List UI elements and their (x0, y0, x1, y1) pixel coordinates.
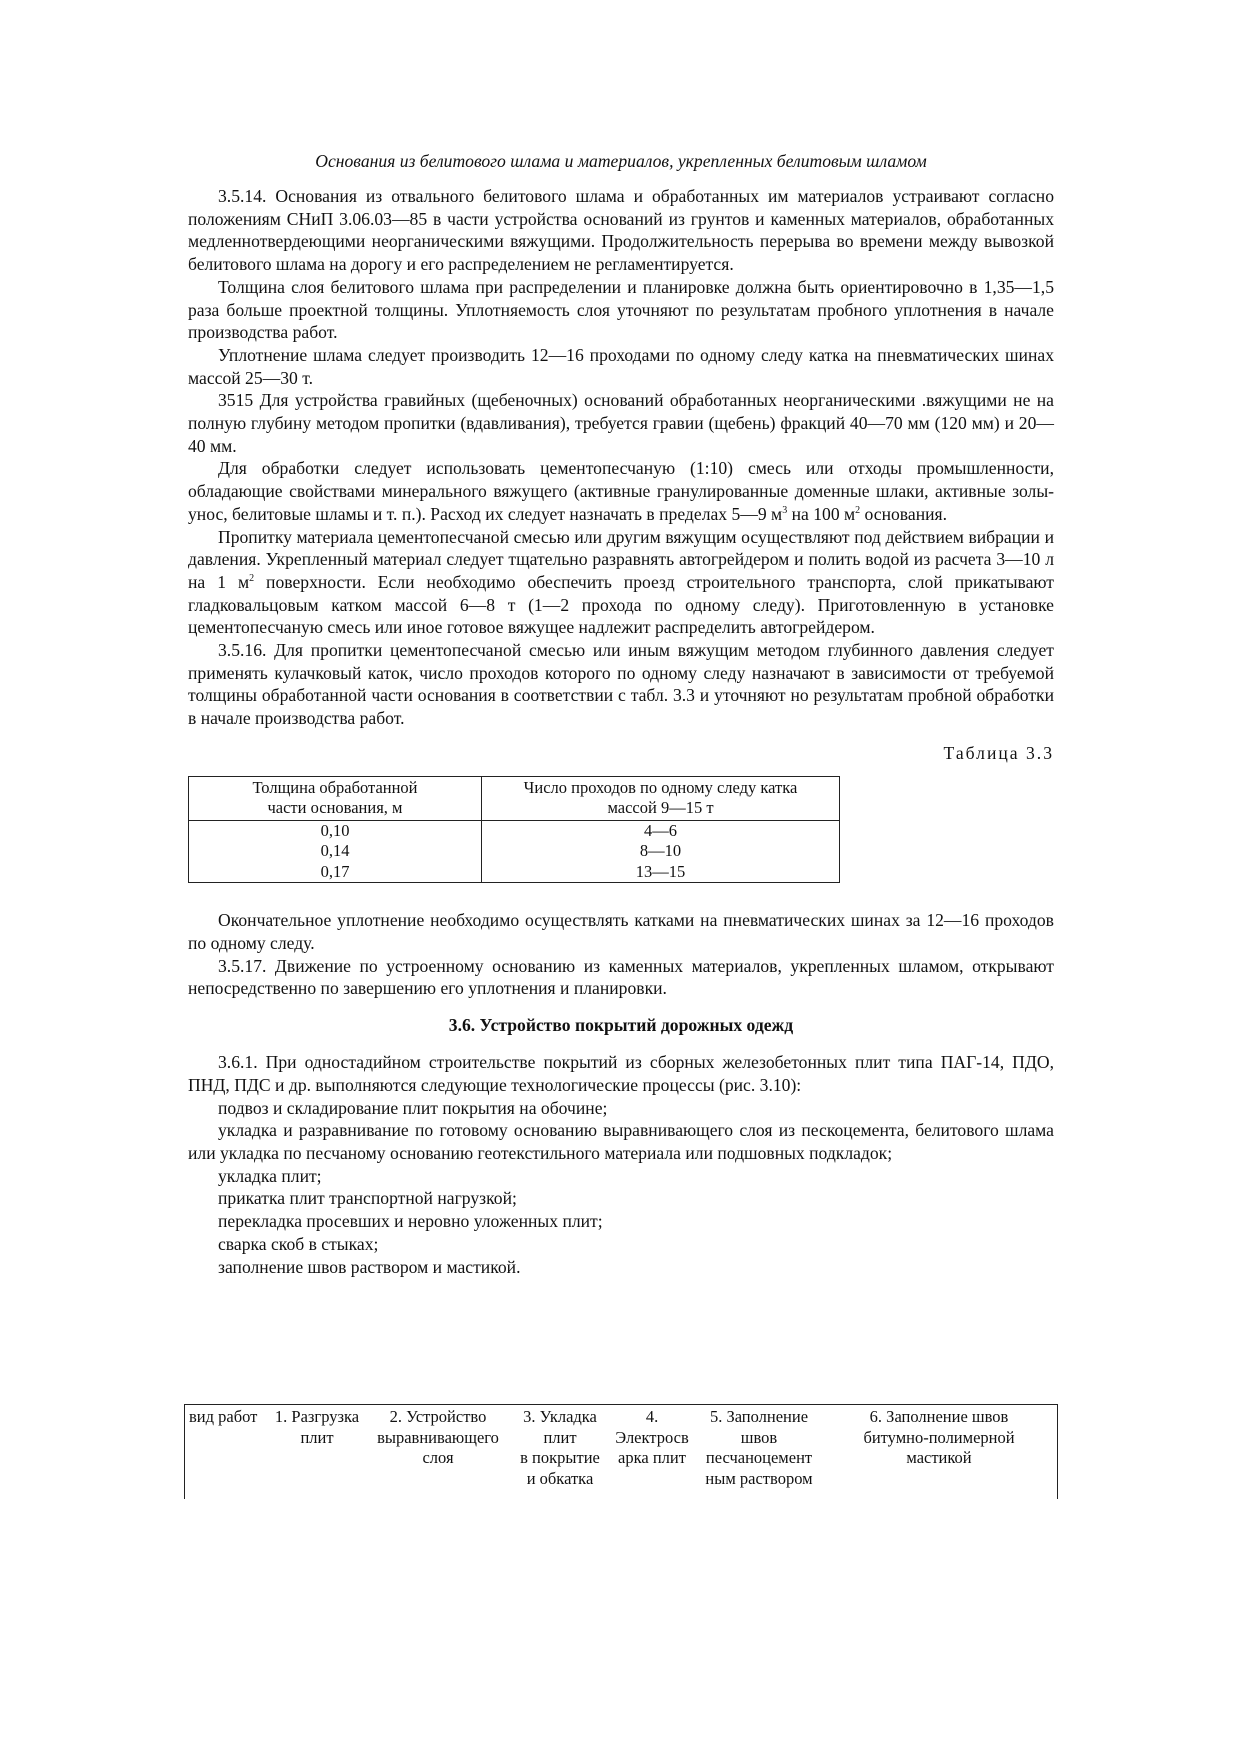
section-heading: 3.6. Устройство покрытий дорожных одежд (448, 1015, 794, 1036)
paragraph-3-5-15: 3515 Для устройства гравийных (щебеночных) оснований обработанных неорганическими .вяжущими не на полную глубину методом пропитки (вдавливания), требуется гравии (щебень) фракций 40—70 мм (120 мм) и 20—40 мм. (188, 390, 1054, 456)
operation-unloading: 1. Разгрузка плит (274, 1407, 360, 1447)
list-item: перекладка просевших и неровно уложенных плит; (218, 1211, 603, 1232)
paragraph-compaction: Уплотнение шлама следует производить 12—16 проходами по одному следу катка на пневматических шинах массой 25—30 т. (188, 344, 1054, 388)
paragraph-3-5-14: 3.5.14. Основания из отвального белитового шлама и обработанных им материалов устраивают согласно положениям СНиП 3.06.03—85 в части устройства оснований из грунтов и каменных материалов, обработанных медленнотвердеющими неорганическими вяжущими. Продолжительность перерыва во времени между вывозкой белитового шлама на дорогу и его распределением не регламентируется. (188, 186, 1054, 275)
table-row (189, 820, 840, 883)
paragraph-layer-thickness: Толщина слоя белитового шлама при распределении и планировке должна быть ориентировочно в 1,35—1,5 раза больше проектной толщины. Уплотняемость слоя уточняют по результатам пробного уплотнения в начале производства работ. (188, 276, 1054, 343)
table-cell-thickness-values: 0,10 0,14 0,17 (189, 820, 482, 883)
list-item: прикатка плит транспортной нагрузкой; (218, 1188, 517, 1209)
operation-welding: 4. Электросв арка плит (615, 1407, 689, 1467)
operation-mastic-joint-filling: 6. Заполнение швов битумно-полимерной мастикой (863, 1407, 1015, 1467)
paragraph-impregnation: Пропитку материала цементопесчаной смесью или другим вяжущим осуществляют под действием вибрации и давления. Укрепленный материал следует тщательно разравнять автогрейдером и полить водой из расчета 3—10 л на 1 $м^2$ поверхности. Если необходимо обеспечить проезд строительного транспорта, слой прикатывают гладковальцовым катком массой 6—8 т (1—2 прохода по одному следу). Приготовленную в установке цементопесчаную смесь или иное готовое вяжущее надлежит распределить автогрейдером. (188, 526, 1054, 638)
operation-laying-plates: 3. Укладка плит в покрытие и обкатка (520, 1407, 600, 1488)
body-text (188, 185, 1054, 1278)
table-cell-passes-values: 4—6 8—10 13—15 (482, 820, 840, 883)
paragraph-binder-materials: Для обработки следует использовать цементопесчаную (1:10) смесь или отходы промышленности, обладающие свойствами минерального вяжущего (активные гранулированные доменные шлаки, активные золы-унос, белитовые шламы и т. п.). Расход их следует назначать в пределах 5—9 $м^3$ на 100 $м^2$ основания. (188, 458, 1054, 524)
list-item: заполнение швов раствором и мастикой. (218, 1256, 521, 1277)
list-item: сварка скоб в стыках; (218, 1233, 379, 1254)
list-item: укладка и разравнивание по готовому основанию выравнивающего слоя из пескоцемента, белитового шлама или укладка по песчаному основанию геотекстильного материала или подшовных подкладок; (188, 1120, 1054, 1163)
operations-figure (184, 1404, 1058, 1499)
table-3-3 (188, 776, 840, 884)
paragraph-final-compaction: Окончательное уплотнение необходимо осуществлять катками на пневматических шинах за 12—16 проходов по одному следу. (188, 910, 1054, 954)
operation-leveling-layer: 2. Устройство выравнивающего слоя (377, 1407, 499, 1467)
list-item: подвоз и складирование плит покрытия на обочине; (218, 1097, 608, 1118)
table-caption: Таблица 3.3 (943, 742, 1054, 763)
paragraph-3-6-1: 3.6.1. При одностадийном строительстве покрытий из сборных железобетонных плит типа ПАГ-14, ПДО, ПНД, ПДС и др. выполняются следующие технологические процессы (рис. 3.10): (188, 1052, 1054, 1095)
table-header-thickness: Толщина обработанной части основания, м (189, 776, 482, 820)
operation-cement-joint-filling: 5. Заполнение швов песчаноцемент ным раствором (705, 1407, 813, 1488)
paragraph-3-5-16: 3.5.16. Для пропитки цементопесчаной смесью или иным вяжущим методом глубинного давления следует применять кулачковый каток, число проходов которого по одному следу назначают в зависимости от требуемой толщины обработанной части основания в соответствии с табл. 3.3 и уточняют но результатам пробной обработки в начале производства работ. (188, 640, 1054, 729)
list-item: укладка плит; (218, 1165, 322, 1186)
table-header-passes: Число проходов по одному следу катка массой 9—15 т (482, 776, 840, 820)
paragraph-3-5-17: 3.5.17. Движение по устроенному основанию из каменных материалов, укрепленных шламом, открывают непосредственно по завершению его уплотнения и планировки. (188, 955, 1054, 999)
operations-label: вид работ (189, 1407, 258, 1426)
running-header: Основания из белитового шлама и материалов, укрепленных белитовым шламом (315, 151, 927, 171)
